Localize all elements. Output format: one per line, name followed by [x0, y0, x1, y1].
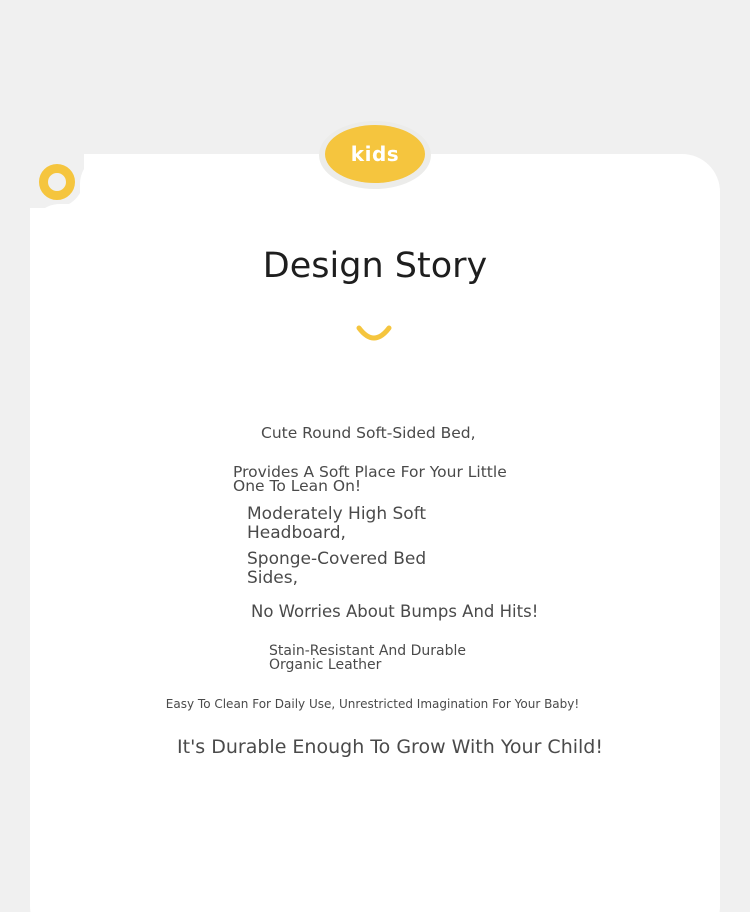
ring-icon: [39, 164, 75, 200]
kids-badge: [325, 125, 425, 183]
story-line-3: Moderately High Soft Headboard,: [247, 504, 427, 543]
story-line-6: Stain-Resistant And Durable Organic Leather: [269, 643, 467, 673]
story-line-2: Provides A Soft Place For Your Little One To Lean On!: [233, 463, 507, 495]
story-line-8: It's Durable Enough To Grow With Your Child!: [177, 736, 603, 758]
kids-badge-label: kids: [350, 142, 400, 166]
story-line-1: Cute Round Soft-Sided Bed,: [261, 424, 476, 442]
story-line-7: Easy To Clean For Daily Use, Unrestricted Imagination For Your Baby!: [165, 697, 580, 711]
story-line-5: No Worries About Bumps And Hits!: [251, 602, 539, 621]
smile-icon: [356, 308, 392, 344]
story-line-4: Sponge-Covered Bed Sides,: [247, 549, 427, 588]
page-title: Design Story: [262, 246, 488, 286]
